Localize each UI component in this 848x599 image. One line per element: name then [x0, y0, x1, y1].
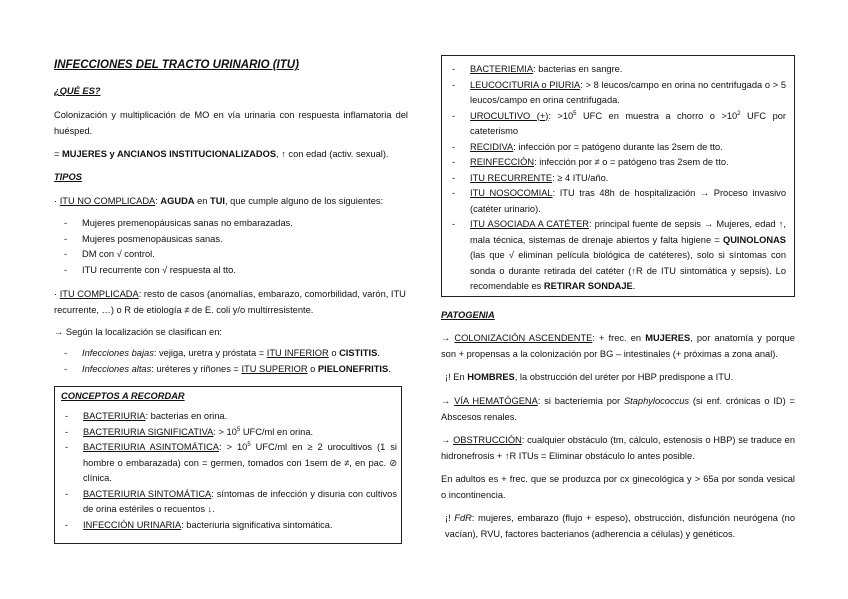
sup: 2	[737, 110, 741, 117]
text: , la obstrucción del uréter por HBP predispone a ITU.	[514, 372, 734, 382]
localizacion-intro: → Según la localización se clasifican en:	[54, 327, 222, 337]
period: .	[388, 363, 391, 374]
no-complicada-rest: , que cumple alguno de los siguientes:	[225, 196, 384, 206]
list-item	[442, 62, 786, 78]
text: : mujeres, embarazo (flujo + espeso), obstrucción, disfunción neurógena (no vacían), RVU, factores bacterianos (adherencia a células) y genéticos.	[445, 513, 796, 539]
bullet-dot: ·	[54, 289, 60, 299]
patogenia-p4	[441, 433, 795, 464]
term: REINFECCIÓN	[470, 157, 535, 167]
complicada-rest: : resto de casos (anomalías, embarazo, comorbilidad, varón, ITU recurrente, …) o R de etiología ≠ de E. coli y/o multirresistente.	[54, 289, 406, 315]
tipos-heading-wrap	[54, 170, 408, 186]
tui-bold: TUI	[210, 196, 226, 206]
conceptos-box	[54, 386, 402, 544]
list-item: - ITU recurrente con √ respuesta al tto.	[54, 263, 408, 279]
def: : bacterias en sangre.	[533, 64, 623, 74]
altas-label: Infecciones altas	[82, 363, 152, 374]
text: : cualquier obstáculo (tm, cálculo, estenosis o HBP) se traduce en hidronefrosis + ↑R ITUs = Eliminar obstáculo lo antes posible.	[441, 435, 795, 461]
list-item: - Mujeres posmenopáusicas sanas.	[54, 232, 408, 248]
def: : síntomas de infección y disuria con cultivos de orina estériles o recuentos ↓.	[83, 488, 397, 514]
no-complicada-label: ITU NO COMPLICADA	[59, 196, 156, 206]
list-item	[55, 440, 397, 487]
def: .	[632, 281, 636, 291]
pielonefritis: PIELONEFRITIS	[317, 363, 389, 374]
def: : > 10	[213, 426, 237, 437]
term: BACTERIURIA ASINTOMÁTICA	[83, 442, 220, 452]
list-item	[55, 425, 397, 441]
term: RECIDIVA	[470, 141, 514, 152]
list-item	[442, 78, 786, 109]
arrow: →	[441, 396, 455, 406]
text: : + frec. en	[592, 333, 646, 343]
patogenia-heading: PATOGENIA	[441, 310, 495, 320]
term: ITU NOSOCOMIAL	[470, 188, 553, 198]
list-item	[55, 518, 397, 534]
itu-superior: ITU SUPERIOR	[241, 363, 308, 374]
term: INFECCIÓN URINARIA	[83, 519, 182, 530]
sup: 5	[236, 426, 241, 433]
risk-prefix: =	[54, 149, 63, 159]
retirar-sondaje: RETIRAR SONDAJE	[543, 281, 633, 291]
localizacion-intro-wrap	[54, 325, 408, 341]
conceptos-list	[55, 409, 397, 533]
text: (si enf. crónicas o ID) = Abscesos renales.	[441, 396, 795, 422]
def: UFC por cateterismo	[470, 110, 787, 136]
term: BACTERIURIA	[83, 411, 146, 421]
def: : infección por ≠ o = patógeno tras 2sem de tto.	[534, 157, 729, 167]
sup: 5	[573, 110, 577, 117]
list-item: - DM con √ control.	[54, 247, 408, 263]
term: BACTERIURIA SIGNIFICATIVA	[83, 426, 214, 437]
obstruccion: OBSTRUCCIÓN	[453, 435, 522, 445]
complicada-label: ITU COMPLICADA	[59, 289, 139, 299]
def: (las que √ eliminan película biológica de catéteres), solo si síntomas con sonda o durante retirada del catéter (↑R de ITU sintomática y sepsis). Lo recomendable es	[470, 250, 786, 291]
list-item	[442, 217, 786, 295]
text: ¡! En	[445, 372, 468, 382]
term: BACTERIEMIA	[470, 64, 534, 74]
def: : >10	[548, 110, 574, 121]
que-es-definition: Colonización y multiplicación de MO en vía urinaria con respuesta inflamatoria del huésped.	[54, 110, 408, 136]
risk-suffix: , ↑ con edad (activ. sexual).	[276, 149, 389, 159]
term: BACTERIURIA SINTOMÁTICA	[83, 488, 212, 499]
list-item	[54, 346, 408, 362]
bajas-text: : vejiga, uretra y próstata =	[153, 348, 267, 358]
def: : bacteriuria significativa sintomática.	[181, 519, 333, 530]
mujeres: MUJERES	[645, 333, 691, 343]
arrow: →	[441, 333, 455, 343]
list-item	[442, 171, 786, 187]
mid-text: en	[194, 196, 211, 206]
sep: :	[155, 196, 161, 206]
patogenia-p6	[445, 511, 795, 542]
conceptos-heading: CONCEPTOS A RECORDAR	[61, 391, 185, 401]
text: , por anatomía y porque son + propensas a la colonización por BG – intestinales (+ próximas a zona anal).	[441, 333, 795, 359]
period: .	[377, 348, 380, 358]
patogenia-p1	[441, 331, 795, 362]
que-es-section	[54, 84, 408, 100]
def: : infección por = patógeno durante las 2sem de tto.	[513, 141, 723, 152]
text: ¡!	[445, 513, 455, 523]
bajas-label: Infecciones bajas	[82, 348, 154, 358]
term: UROCULTIVO (+)	[470, 110, 549, 121]
complicada-block	[54, 287, 408, 318]
def: : > 8 leucos/campo en orina no centrifugada o > 5 leucos/campo en orina centrifugada.	[470, 79, 787, 105]
itu-inferior: ITU INFERIOR	[266, 348, 329, 358]
no-complicada-list	[54, 216, 408, 278]
fdr: FdR	[454, 513, 472, 523]
list-item	[54, 362, 408, 378]
definitions-box	[441, 55, 795, 297]
arrow: →	[441, 435, 454, 445]
term: LEUCOCITURIA o PIURIA	[470, 79, 581, 90]
cistitis: CISTITIS	[339, 348, 378, 358]
page-title: INFECCIONES DEL TRACTO URINARIO (ITU)	[54, 59, 299, 71]
list-item	[55, 409, 397, 425]
tipos-heading: TIPOS	[54, 172, 82, 182]
def: : principal fuente de sepsis → Mujeres, edad ↑, mala técnica, sistemas de drenaje abiertos y falta higiene =	[470, 219, 786, 245]
text: : si bacteriemia por	[537, 396, 624, 406]
def: : bacterias en orina.	[145, 411, 228, 421]
hombres: HOMBRES	[467, 372, 515, 382]
patogenia-p5	[441, 472, 795, 503]
localizacion-list	[54, 346, 408, 377]
list-item	[442, 109, 786, 140]
staphylococcus: Staphylococcus	[623, 396, 690, 406]
list-item	[442, 155, 786, 171]
conj: o	[328, 348, 340, 358]
que-es-definition-wrap	[54, 108, 408, 139]
text: En adultos es + frec. que se produzca por cx ginecológica y > 65a por sonda vesical o incontinencia.	[441, 474, 795, 500]
term: ITU ASOCIADA A CATÉTER	[470, 219, 590, 229]
def: UFC en muestra a chorro o >10	[576, 110, 738, 121]
def: : > 10	[219, 442, 248, 452]
list-item	[55, 487, 397, 518]
via-hematogena: VÍA HEMATÓGENA	[454, 396, 538, 406]
patogenia-heading-wrap	[441, 308, 795, 324]
list-item	[442, 186, 786, 217]
aguda-bold: AGUDA	[160, 196, 195, 206]
colonizacion-ascendente: COLONIZACIÓN ASCENDENTE	[454, 333, 593, 343]
definitions-list	[442, 62, 786, 295]
risk-line	[54, 147, 408, 163]
conj: o	[307, 363, 318, 374]
term: ITU RECURRENTE	[470, 172, 553, 183]
bullet-dot: ·	[54, 196, 60, 206]
def: : ITU tras 48h de hospitalización → Proceso invasivo (catéter urinario).	[470, 188, 786, 214]
risk-bold: MUJERES y ANCIANOS INSTITUCIONALIZADOS	[62, 149, 277, 159]
altas-text: : uréteres y riñones =	[151, 363, 242, 374]
sup: 5	[247, 442, 251, 448]
list-item: - Mujeres premenopáusicas sanas no embarazadas.	[54, 216, 408, 232]
patogenia-p2	[445, 370, 795, 386]
def: UFC/ml en orina.	[240, 426, 314, 437]
list-item	[442, 140, 786, 156]
no-complicada-block	[54, 194, 408, 210]
que-es-heading: ¿QUÉ ES?	[54, 86, 101, 96]
def: : ≥ 4 ITU/año.	[552, 172, 609, 183]
quinolonas: QUINOLONAS	[722, 234, 786, 245]
patogenia-p3	[441, 394, 795, 425]
def: UFC/ml en ≥ 2 urocultivos (1 si hombre o embarazada) con = germen, tomados con 1sem de ≠, en pac. ⊘ clínica.	[83, 442, 397, 483]
